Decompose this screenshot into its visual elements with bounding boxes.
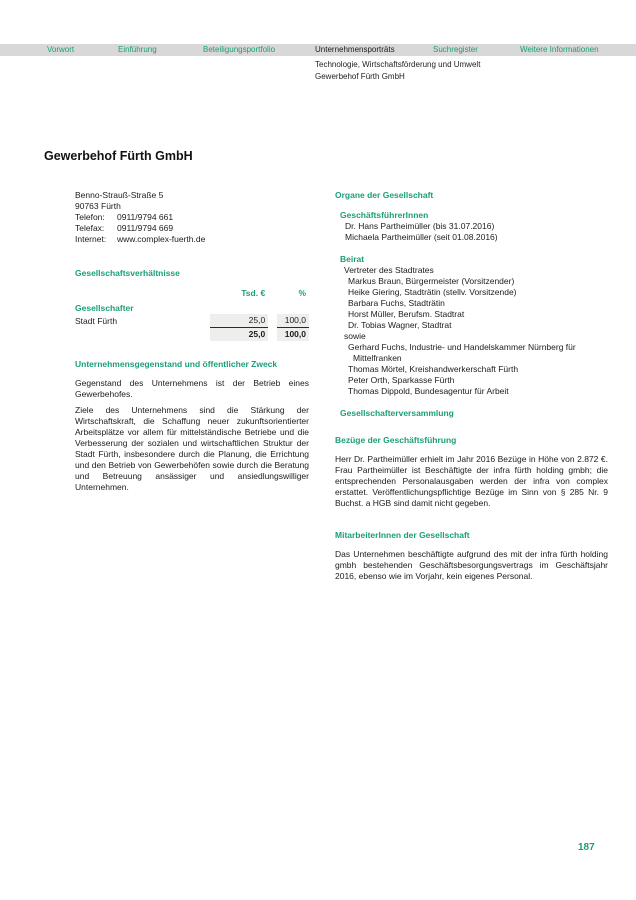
beirat-member: Horst Müller, Berufsm. Stadtrat: [348, 309, 465, 319]
table-row-total: [75, 327, 309, 341]
address-city: 90763 Fürth: [75, 201, 121, 211]
shareholder-name: Stadt Fürth: [75, 316, 118, 326]
fax-line: [75, 223, 309, 234]
beirat-member: Markus Braun, Bürgermeister (Vorsitzender): [348, 276, 515, 286]
breadcrumb-company: Gewerbehof Fürth GmbH: [315, 71, 405, 81]
purpose-paragraph-2: Ziele des Unternehmens sind die Stärkung der Wirtschaftskraft, die Schaffung neuer zukunftsorientierter Arbeitsplätze vor allem für mittelständische Betriebe und die Verbesserung der sozialen und wirtschaftlichen Struktur der Stadt Fürth, insbesondere durch die Planung, die Errichtung und den Betrieb von Gewerbehöfen sowie durch die Beratung und Betreuung ansässiger und ansiedlungswilliger Unternehmen.: [75, 405, 309, 492]
internet-label: Internet:: [75, 234, 107, 244]
address-street: Benno-Strauß-Straße 5: [75, 190, 164, 200]
beirat-member: Thomas Mörtel, Kreishandwerkerschaft Fürth: [348, 364, 519, 374]
nav-item-weitere-informationen[interactable]: Weitere Informationen: [520, 45, 599, 54]
ownership-table-header: [75, 287, 309, 301]
employees-heading: MitarbeiterInnen der Gesellschaft: [335, 530, 470, 540]
right-column: [335, 190, 608, 582]
total-percent: 100,0: [277, 327, 309, 341]
beirat-member: Dr. Tobias Wagner, Stadtrat: [348, 320, 452, 330]
top-nav-bar: [0, 44, 636, 56]
phone-line: [75, 212, 309, 223]
purpose-heading: Unternehmensgegenstand und öffentlicher Zweck: [75, 359, 278, 369]
nav-item-vorwort[interactable]: Vorwort: [47, 45, 75, 54]
contact-block: [75, 190, 309, 245]
phone-value: 0911/9794 661: [117, 212, 174, 222]
beirat-member: Heike Giering, Stadträtin (stellv. Vorsitzende): [348, 287, 517, 297]
internet-line: [75, 234, 309, 245]
col-header-tsd-eur: Tsd. €: [241, 288, 266, 298]
beirat-group1-label: Vertreter des Stadtrates: [344, 265, 434, 275]
ownership-table: [75, 287, 309, 341]
shareholder-capital: 25,0: [210, 314, 268, 327]
nav-item-suchregister[interactable]: Suchregister: [433, 45, 478, 54]
beirat-heading: Beirat: [340, 254, 365, 264]
beirat-member: Thomas Dippold, Bundesagentur für Arbeit: [348, 386, 509, 396]
beirat-member: Peter Orth, Sparkasse Fürth: [348, 375, 455, 385]
management-member: Dr. Hans Partheimüller (bis 31.07.2016): [345, 221, 495, 231]
beirat-group2-label: sowie: [344, 331, 366, 341]
assembly-heading: Gesellschafterversammlung: [340, 408, 454, 418]
internet-url[interactable]: www.complex-fuerth.de: [117, 234, 206, 244]
nav-item-unternehmensportraets[interactable]: Unternehmensporträts: [315, 45, 395, 54]
organs-heading: Organe der Gesellschaft: [335, 190, 434, 200]
beirat-member: Gerhard Fuchs, Industrie- und Handelskammer Nürnberg für Mittelfranken: [348, 342, 576, 363]
nav-item-einfuehrung[interactable]: Einführung: [118, 45, 157, 54]
purpose-paragraph-1: Gegenstand des Unternehmens ist der Betrieb eines Gewerbehofes.: [75, 378, 309, 399]
row-group-header: Gesellschafter: [75, 303, 134, 313]
breadcrumb-chapter: Technologie, Wirtschaftsförderung und Umwelt: [315, 60, 481, 69]
page-number: 187: [578, 842, 595, 853]
management-heading: GeschäftsführerInnen: [340, 210, 429, 220]
page-title: Gewerbehof Fürth GmbH: [44, 149, 193, 163]
breadcrumb: [315, 59, 480, 82]
left-column: [75, 190, 309, 493]
shareholder-percent: 100,0: [277, 314, 309, 327]
phone-label: Telefon:: [75, 212, 105, 222]
table-row-stadt-fuerth: [75, 314, 309, 327]
management-member: Michaela Partheimüller (seit 01.08.2016): [345, 232, 498, 242]
remuneration-paragraph: Herr Dr. Partheimüller erhielt im Jahr 2016 Bezüge in Höhe von 2.872 €. Frau Partheimüller ist Beschäftigte der infra fürth holding gmbh; die entsprechenden Personalausgaben werden der infra von complex erstattet. Veröffentlichungspflichtige Bezüge im Sinn von § 285 Nr. 9 Buchst. a HGB sind damit nicht gegeben.: [335, 454, 608, 508]
total-capital: 25,0: [210, 327, 268, 341]
nav-item-beteiligungsportfolio[interactable]: Beteiligungsportfolio: [203, 45, 276, 54]
beirat-member: Barbara Fuchs, Stadträtin: [348, 298, 445, 308]
ownership-heading: Gesellschaftsverhältnisse: [75, 268, 180, 278]
fax-label: Telefax:: [75, 223, 105, 233]
fax-value: 0911/9794 669: [117, 223, 174, 233]
remuneration-heading: Bezüge der Geschäftsführung: [335, 435, 457, 445]
col-header-percent: %: [298, 288, 306, 298]
employees-paragraph: Das Unternehmen beschäftigte aufgrund des mit der infra fürth holding gmbh bestehenden Geschäftsbesorgungsvertrags im Geschäftsjahr 2016, ebenso wie im Vorjahr, kein eigenes Personal.: [335, 549, 608, 581]
